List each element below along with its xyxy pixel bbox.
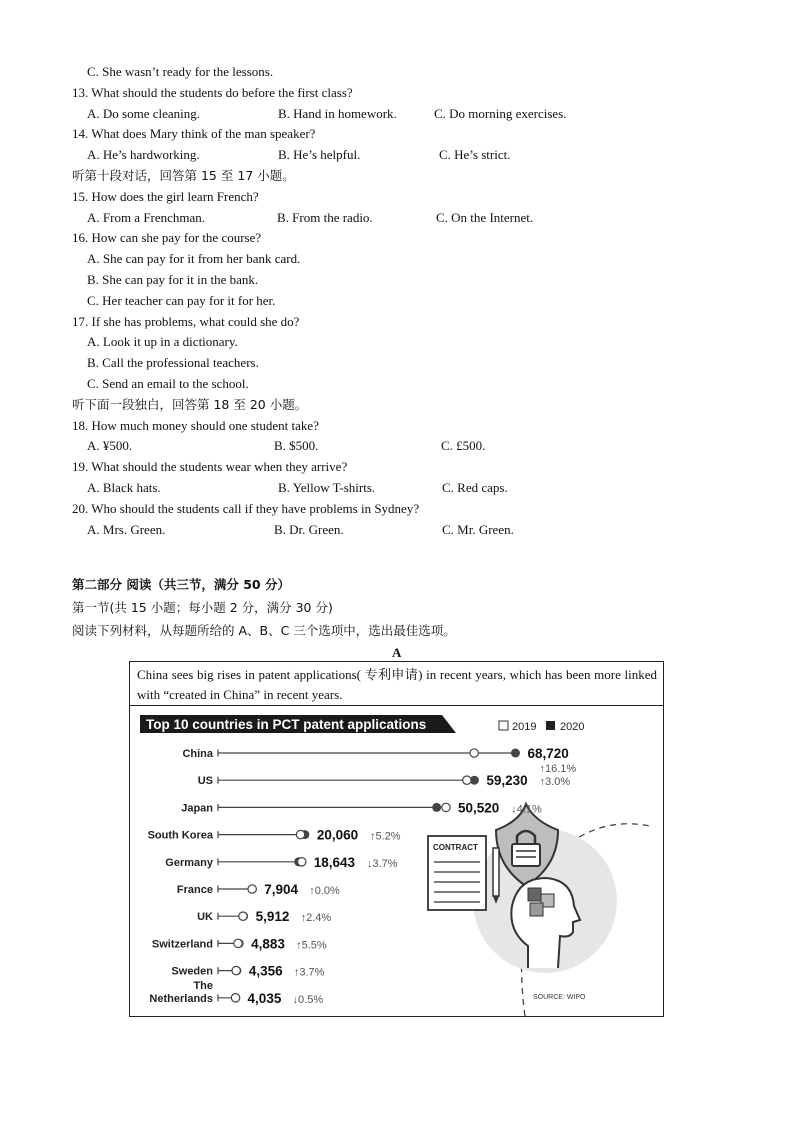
question-option: C. £500. [441, 438, 486, 453]
tick-label: China [182, 748, 213, 760]
question-option: C. Send an email to the school. [87, 376, 249, 391]
question-stem: 13. What should the students do before the first class? [72, 85, 353, 100]
tick-label: US [197, 775, 213, 788]
data-label: 4,035 [247, 990, 282, 1006]
passage-intro: China sees big rises in patent applications( 专利申请) in recent years, which has been more linked with “created in China” in recent years. [137, 667, 657, 702]
question-option: B. Dr. Green. [274, 522, 344, 537]
question-stem: 18. How much money should one student take? [72, 418, 319, 433]
data-label: 5,912 [255, 909, 290, 925]
point-2019 [296, 830, 304, 838]
tick-label: Netherlands [149, 992, 213, 1005]
legend-2019-swatch [499, 721, 508, 730]
question-option: A. Black hats. [87, 480, 161, 495]
question-option: C. He’s strict. [439, 147, 511, 162]
data-label: 50,520 [458, 800, 500, 816]
point-2020 [511, 749, 520, 758]
pen-icon [493, 848, 499, 896]
tick-label: South Korea [147, 829, 213, 842]
question-stem: 17. If she has problems, what could she do? [72, 314, 300, 329]
change-label: ↓0.5% [292, 993, 324, 1006]
change-label: ↑2.4% [300, 912, 332, 925]
legend-2020-swatch [546, 721, 555, 730]
point-2019 [234, 939, 242, 947]
instruction-dialogue-10: 听第十段对话，回答第 15 至 17 小题。 [72, 168, 295, 183]
illustration [428, 804, 650, 1016]
instruction-monologue: 听下面一段独白，回答第 18 至 20 小题。 [72, 397, 308, 412]
tick-label: France [176, 884, 213, 896]
point-2019 [470, 749, 478, 757]
point-2019 [232, 966, 240, 974]
change-label: ↓4.1% [511, 803, 542, 816]
tick-label: Sweden [171, 965, 213, 978]
question-stem: 15. How does the girl learn French? [72, 189, 259, 204]
continued-option-c: C. She wasn’t ready for the lessons. [87, 64, 274, 79]
tick-label: Japan [181, 802, 213, 815]
part2-title: 第二部分 阅读（共三节，满分 50 分） [72, 577, 290, 592]
change-label: ↑0.0% [309, 885, 340, 897]
point-2019 [463, 776, 471, 784]
question-option: C. Mr. Green. [442, 522, 514, 537]
data-label: 18,643 [313, 854, 356, 870]
point-2019 [248, 885, 256, 893]
tick-label: Switzerland [151, 938, 213, 951]
puzzle-icon [528, 888, 541, 901]
section1-title: 第一节(共 15 小题；每小题 2 分，满分 30 分) [72, 600, 333, 615]
data-label: 4,356 [248, 963, 283, 979]
question-option: A. From a Frenchman. [87, 210, 206, 225]
legend-2020-label: 2020 [560, 721, 585, 733]
question-option: C. Red caps. [442, 480, 508, 495]
change-label: ↑3.7% [293, 966, 325, 979]
data-label: 20,060 [316, 827, 359, 843]
point-2019 [239, 912, 247, 920]
question-stem: 20. Who should the students call if they have problems in Sydney? [72, 501, 420, 516]
data-label: 4,883 [251, 936, 285, 952]
passage-box [129, 661, 664, 1017]
question-option: B. Call the professional teachers. [87, 355, 259, 370]
question-stem: 16. How can she pay for the course? [72, 230, 262, 245]
question-option: A. Mrs. Green. [87, 522, 166, 537]
question-stem: 19. What should the students wear when they arrive? [72, 459, 348, 474]
patent-chart [130, 706, 663, 1016]
contract-text: CONTRACT [433, 843, 478, 852]
data-label: 59,230 [486, 773, 528, 789]
change-label: ↑16.1% [539, 763, 577, 775]
question-option: C. On the Internet. [436, 210, 534, 225]
question-stem: 14. What does Mary think of the man speaker? [72, 126, 316, 141]
question-option: C. Her teacher can pay for it for her. [87, 293, 276, 308]
point-2019 [298, 858, 306, 866]
data-label: 7,904 [264, 882, 299, 897]
passage-label: A [392, 645, 402, 660]
question-option: A. ¥500. [87, 438, 133, 453]
question-option: B. From the radio. [277, 210, 373, 225]
tick-label: The [193, 979, 213, 992]
tick-label: UK [197, 911, 213, 924]
question-option: A. She can pay for it from her bank card. [87, 251, 301, 266]
question-option: B. She can pay for it in the bank. [87, 272, 259, 287]
change-label: ↑5.2% [370, 830, 401, 843]
question-option: B. Yellow T-shirts. [278, 480, 376, 495]
tick-label: Germany [165, 856, 213, 869]
legend-2019-label: 2019 [512, 721, 537, 733]
question-option: B. $500. [274, 438, 319, 453]
change-label: ↓3.7% [366, 857, 398, 870]
chart-title: Top 10 countries in PCT patent applications [146, 717, 427, 732]
data-label: 68,720 [527, 746, 569, 761]
question-option: B. Hand in homework. [278, 106, 397, 121]
reading-instruction: 阅读下列材料，从每题所给的 A、B、C 三个选项中，选出最佳选项。 [72, 623, 456, 638]
question-option: A. He’s hardworking. [87, 147, 200, 162]
point-2019 [442, 803, 450, 811]
question-option: B. He’s helpful. [278, 147, 361, 162]
question-option: A. Look it up in a dictionary. [87, 334, 238, 349]
change-label: ↑3.0% [539, 776, 571, 789]
question-option: C. Do morning exercises. [434, 106, 567, 121]
lock-icon [512, 844, 540, 866]
question-option: A. Do some cleaning. [87, 106, 201, 121]
source-label: SOURCE: WIPO [533, 994, 586, 1001]
point-2019 [231, 994, 239, 1002]
point-2020 [432, 803, 441, 812]
change-label: ↑5.5% [296, 939, 327, 952]
